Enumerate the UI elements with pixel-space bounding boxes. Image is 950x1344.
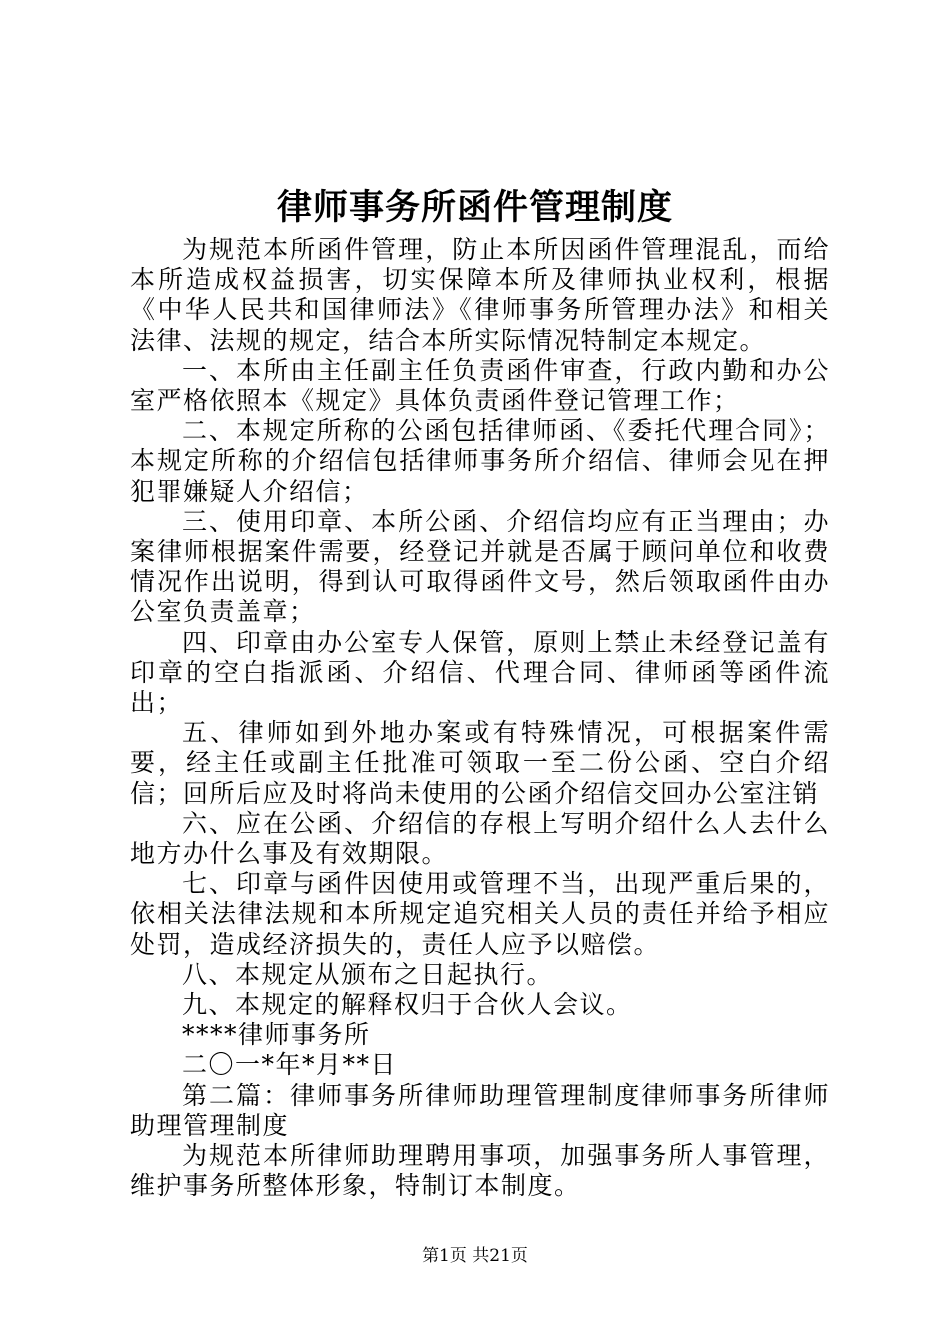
document-title: 律师事务所函件管理制度 [276, 187, 673, 228]
paragraph-clause-1: 一、本所由主任副主任负责函件审查，行政内勤和办公室严格依照本《规定》具体负责函件登记管理工作； [130, 355, 830, 416]
paragraph-clause-3: 三、使用印章、本所公函、介绍信均应有正当理由；办案律师根据案件需要，经登记并就是否属于顾问单位和收费情况作出说明，得到认可取得函件文号，然后领取函件由办公室负责盖章； [130, 506, 830, 627]
signature-firm: ****律师事务所 [182, 1020, 371, 1050]
paragraph-clause-4: 四、印章由办公室专人保管，原则上禁止未经登记盖有印章的空白指派函、介绍信、代理合同、律师函等函件流出； [130, 627, 830, 718]
paragraph-clause-7: 七、印章与函件因使用或管理不当，出现严重后果的，依相关法律法规和本所规定追究相关人员的责任并给予相应处罚，造成经济损失的，责任人应予以赔偿。 [130, 869, 830, 959]
paragraph-clause-2: 二、本规定所称的公函包括律师函、《委托代理合同》；本规定所称的介绍信包括律师事务所介绍信、律师会见在押犯罪嫌疑人介绍信； [130, 416, 830, 506]
page-number-footer: 第1页 共21页 [422, 1246, 528, 1266]
paragraph-clause-8: 八、本规定从颁布之日起执行。 [182, 959, 554, 989]
paragraph-clause-6: 六、应在公函、介绍信的存根上写明介绍什么人去什么地方办什么事及有效期限。 [130, 808, 830, 869]
paragraph-part-2-intro: 为规范本所律师助理聘用事项，加强事务所人事管理，维护事务所整体形象，特制订本制度。 [130, 1141, 830, 1201]
paragraph-clause-5: 五、律师如到外地办案或有特殊情况，可根据案件需要，经主任或副主任批准可领取一至二份公函、空白介绍信；回所后应及时将尚未使用的公函介绍信交回办公室注销 [130, 718, 830, 808]
signature-date: 二〇一*年*月**日 [182, 1050, 398, 1080]
paragraph-clause-9: 九、本规定的解释权归于合伙人会议。 [182, 990, 633, 1020]
document-body [130, 235, 830, 1202]
paragraph-intro: 为规范本所函件管理，防止本所因函件管理混乱，而给本所造成权益损害，切实保障本所及律师执业权利，根据《中华人民共和国律师法》《律师事务所管理办法》和相关法律、法规的规定，结合本所实际情况特制定本规定。 [130, 235, 830, 355]
section-heading-part-2: 第二篇：律师事务所律师助理管理制度律师事务所律师助理管理制度 [130, 1080, 830, 1140]
